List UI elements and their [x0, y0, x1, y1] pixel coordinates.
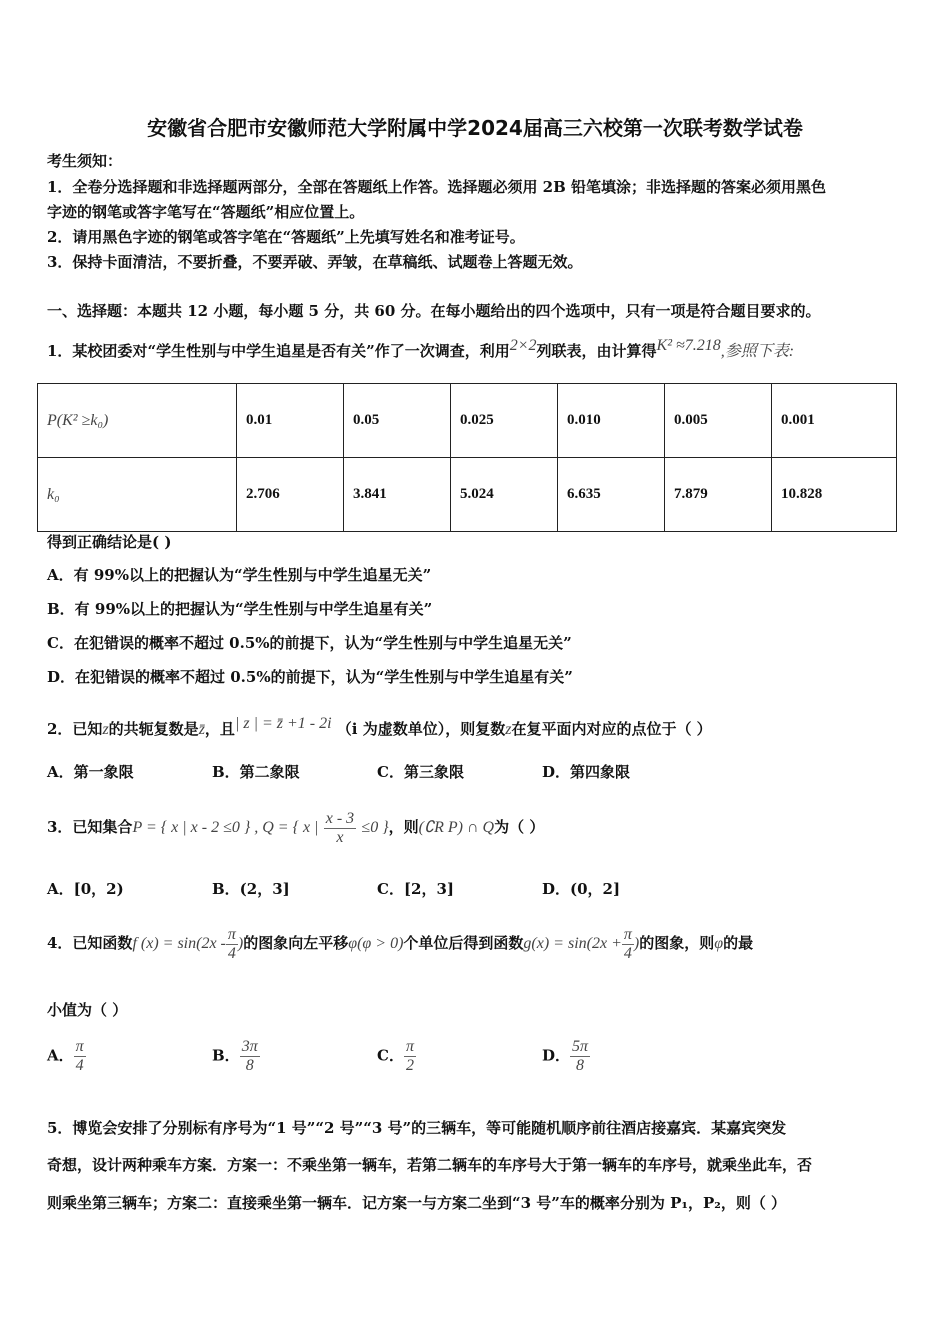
q4-math: g(x) = sin(2x + [523, 935, 622, 952]
table-cell: 0.025 [451, 384, 558, 458]
numerator: x - 3 [325, 809, 355, 827]
notice-heading: 考生须知： [47, 152, 123, 170]
table-cell: 7.879 [665, 458, 772, 532]
table-row [38, 458, 897, 532]
q3-fraction [324, 810, 356, 847]
q1-text: 列联表，由计算得 [536, 342, 657, 360]
q3-math: (∁R P) ∩ Q [418, 819, 495, 836]
denominator: 4 [623, 944, 632, 962]
q2-text: 2．已知 [47, 720, 103, 738]
q4-text: 的图象，则 [639, 934, 715, 952]
notice-line: 1．全卷分选择题和非选择题两部分，全部在答题纸上作答。选择题必须用 2B 铅笔填涂；非选择题的答案必须用黑色 [47, 178, 827, 196]
q3-text: 3．已知集合 [47, 818, 133, 836]
q1-option-c: C．在犯错误的概率不超过 0.5%的前提下，认为“学生性别与中学生追星无关” [47, 634, 572, 652]
question-1 [47, 336, 794, 362]
critical-value-table [37, 383, 897, 532]
q4-text: 4．已知函数 [47, 934, 133, 952]
option-label: C． [377, 1046, 404, 1065]
q4-line2: 小值为（ ） [47, 1001, 128, 1019]
numerator: π [405, 1038, 414, 1055]
table-cell: 0.001 [772, 384, 897, 458]
notice-line: 3．保持卡面清洁，不要折叠，不要弄破、弄皱，在草稿纸、试题卷上答题无效。 [47, 253, 583, 271]
q2-equation: | z | = z̄ +1 - 2i [234, 715, 332, 732]
q1-math: 2×2 [509, 337, 537, 354]
table-cell: 3.841 [344, 458, 451, 532]
option-label: B． [212, 1046, 240, 1065]
q3-option-c: C．[2，3] [377, 880, 455, 898]
q4-text: 的图象向左平移 [243, 934, 349, 952]
q2-text: ，且 [204, 720, 235, 738]
table-cell: 10.828 [772, 458, 897, 532]
q4-text: 的最 [723, 934, 754, 952]
numerator: π [623, 925, 632, 943]
q4-option-d [542, 1038, 590, 1075]
option-fraction [240, 1038, 260, 1075]
q2-option-c: C．第三象限 [377, 763, 464, 781]
table-cell: 5.024 [451, 458, 558, 532]
q2-math: z̄ [198, 721, 205, 738]
numerator: π [75, 1038, 84, 1055]
option-label: A． [47, 1046, 74, 1065]
page-title: 安徽省合肥市安徽师范大学附属中学2024届高三六校第一次联考数学试卷 [147, 116, 803, 140]
q2-option-b: B．第二象限 [212, 763, 300, 781]
q4-fraction [226, 926, 238, 963]
q5-line: 5．博览会安排了分别标有序号为“1 号”“2 号”“3 号”的三辆车，等可能随机顺序前往酒店接嘉宾．某嘉宾突发 [47, 1119, 787, 1137]
q4-math: f (x) = sin(2x - [132, 935, 226, 952]
q3-math: ≤0 } [361, 819, 389, 836]
option-fraction [404, 1038, 416, 1075]
q2-text: （i 为虚数单位），则复数 [336, 720, 506, 738]
denominator: 8 [576, 1057, 585, 1074]
option-fraction [570, 1038, 590, 1075]
question-3 [47, 802, 544, 853]
q4-math: ) [633, 935, 640, 952]
q3-text: 为（ ） [494, 818, 545, 836]
q1-option-a: A．有 99%以上的把握认为“学生性别与中学生追星无关” [47, 566, 432, 584]
q4-option-b [212, 1038, 260, 1075]
q4-option-a [47, 1038, 86, 1075]
table-header: P(K² ≥k₀) [47, 411, 109, 429]
q4-fraction [622, 926, 634, 963]
denominator: 8 [245, 1057, 254, 1074]
q1-text: 1．某校团委对“学生性别与中学生追星是否有关”作了一次调查，利用 [47, 342, 510, 360]
table-cell: 0.01 [237, 384, 344, 458]
q2-text: 的共轭复数是 [108, 720, 199, 738]
q2-math: z [102, 721, 109, 738]
q1-text: ,参照下表: [720, 343, 795, 360]
q2-text: 在复平面内对应的点位于（ ） [511, 720, 712, 738]
numerator: π [227, 925, 236, 943]
numerator: 3π [241, 1038, 258, 1055]
option-fraction [74, 1038, 86, 1075]
section-heading: 一、选择题：本题共 12 小题，每小题 5 分，共 60 分。在每小题给出的四个选项中，只有一项是符合题目要求的。 [47, 302, 821, 320]
question-2 [47, 714, 712, 740]
q1-option-b: B．有 99%以上的把握认为“学生性别与中学生追星有关” [47, 600, 433, 618]
table-cell: 0.010 [558, 384, 665, 458]
q5-line: 奇想，设计两种乘车方案．方案一：不乘坐第一辆车，若第二辆车的车序号大于第一辆车的车序号，就乘坐此车，否 [47, 1156, 813, 1174]
table-header: k₀ [47, 485, 60, 503]
q3-text: ，则 [388, 818, 419, 836]
question-4 [47, 918, 753, 969]
q1-math: K² ≈7.218 [656, 337, 721, 354]
table-row [38, 384, 897, 458]
numerator: 5π [572, 1038, 589, 1055]
option-label: D． [542, 1046, 571, 1065]
q2-math: z [505, 721, 512, 738]
denominator: 4 [75, 1057, 84, 1074]
q3-option-d: D．(0，2] [542, 880, 621, 898]
q4-math: φ(φ > 0) [348, 935, 404, 952]
denominator: 4 [227, 944, 236, 962]
q3-option-a: A．[0，2) [47, 880, 124, 898]
q3-option-b: B．(2，3] [212, 880, 290, 898]
q4-option-c [377, 1038, 416, 1075]
table-cell: 2.706 [237, 458, 344, 532]
q5-line: 则乘坐第三辆车；方案二：直接乘坐第一辆车．记方案一与方案二坐到“3 号”车的概率分别为 P₁，P₂，则（ ） [47, 1194, 787, 1212]
table-cell: 0.005 [665, 384, 772, 458]
denominator: 2 [405, 1057, 414, 1074]
q3-math: P = { x | x - 2 ≤0 } , Q = { x | [132, 819, 319, 836]
notice-line: 字迹的钢笔或答字笔写在“答题纸”相应位置上。 [47, 203, 365, 221]
notice-line: 2．请用黑色字迹的钢笔或答字笔在“答题纸”上先填写姓名和准考证号。 [47, 228, 525, 246]
q4-text: 个单位后得到函数 [403, 934, 524, 952]
table-cell: 0.05 [344, 384, 451, 458]
q2-option-a: A．第一象限 [47, 763, 134, 781]
q4-math: ) [237, 935, 244, 952]
q1-ask: 得到正确结论是( ) [47, 533, 172, 551]
denominator: x [336, 828, 344, 846]
q4-math: φ [714, 935, 724, 952]
table-cell: 6.635 [558, 458, 665, 532]
q2-option-d: D．第四象限 [542, 763, 631, 781]
q1-option-d: D．在犯错误的概率不超过 0.5%的前提下，认为“学生性别与中学生追星有关” [47, 668, 573, 686]
